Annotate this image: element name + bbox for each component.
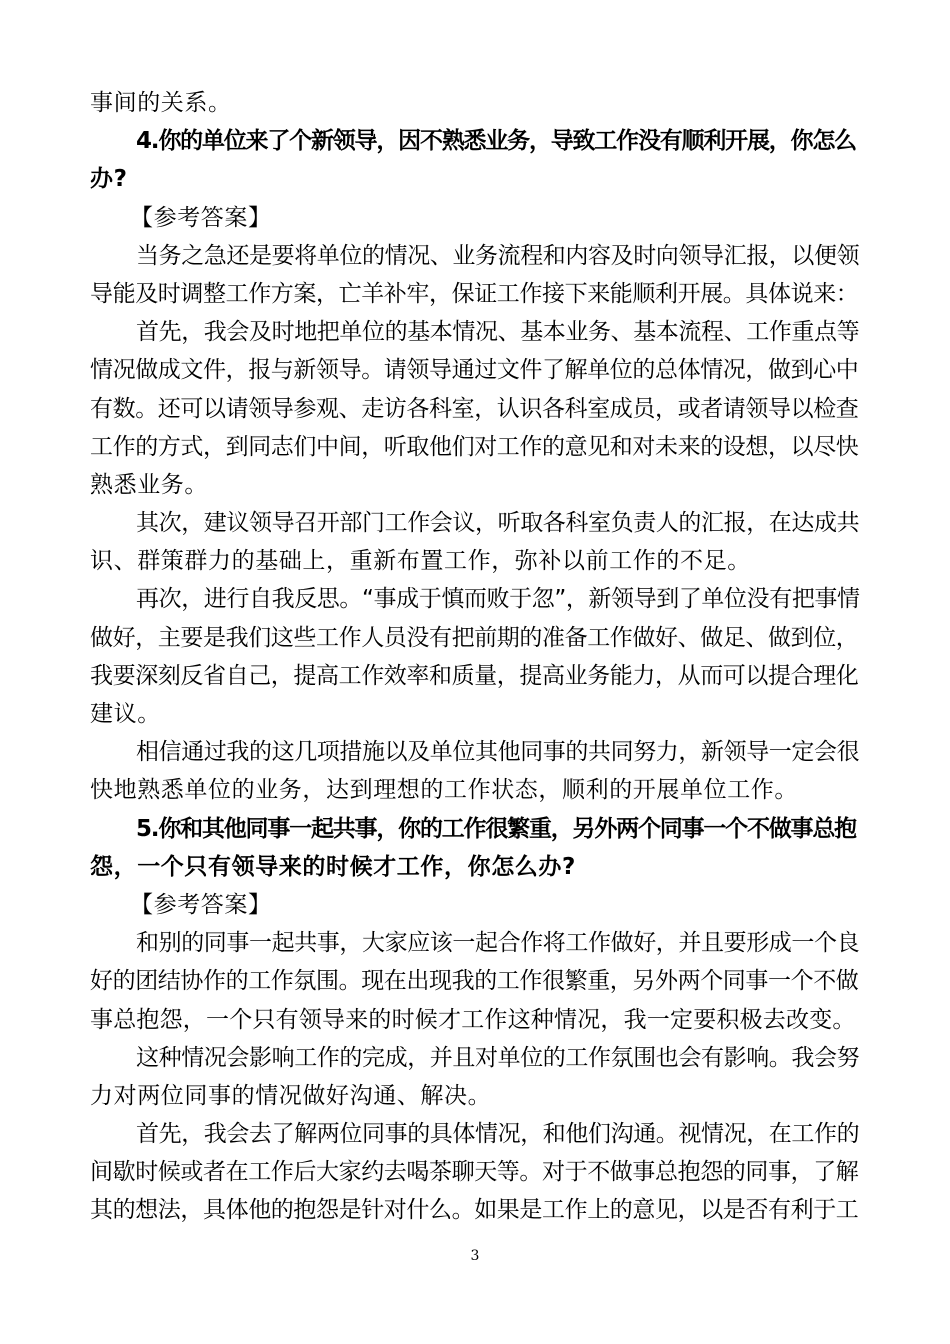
text-line: 和别的同事一起共事，大家应该一起合作将工作做好，并且要形成一个良 (136, 930, 860, 957)
text-line: 事总抱怨，一个只有领导来的时候才工作这种情况，我一定要积极去改变。 (90, 1006, 856, 1033)
text-line: 事间的关系。 (90, 90, 232, 116)
text-line: 其次，建议领导召开部门工作会议，听取各科室负责人的汇报，在达成共 (136, 510, 860, 537)
text-line: 做好，主要是我们这些工作人员没有把前期的准备工作做好、做足、做到位， (90, 624, 859, 651)
document-body (90, 84, 860, 1230)
text-line: 首先，我会及时地把单位的基本情况、基本业务、基本流程、工作重点等 (136, 319, 860, 346)
answer-label: 【参考答案】 (130, 891, 272, 918)
question-heading: 5.你和其他同事一起共事，你的工作很繁重，另外两个同事一个不做事总抱 (136, 815, 856, 842)
text-line: 我要深刻反省自己，提高工作效率和质量，提高业务能力，从而可以提合理化 (90, 662, 859, 689)
text-line: 再次，进行自我反思。“事成于慎而败于忽”，新领导到了单位没有把事情 (136, 586, 860, 613)
question-heading: 办? (90, 166, 128, 193)
text-line: 快地熟悉单位的业务，达到理想的工作状态，顺利的开展单位工作。 (90, 777, 798, 804)
page-number: 3 (470, 1248, 480, 1264)
answer-label: 【参考答案】 (130, 204, 272, 231)
text-line: 工作的方式，到同志们中间，听取他们对工作的意见和对未来的设想，以尽快 (90, 433, 859, 460)
text-line: 识、群策群力的基础上，重新布置工作，弥补以前工作的不足。 (90, 548, 751, 575)
text-line: 导能及时调整工作方案，亡羊补牢，保证工作接下来能顺利开展。具体说来： (90, 280, 859, 307)
text-line: 这种情况会影响工作的完成，并且对单位的工作氛围也会有影响。我会努 (136, 1044, 860, 1071)
text-line: 力对两位同事的情况做好沟通、解决。 (90, 1082, 492, 1109)
text-line: 相信通过我的这几项措施以及单位其他同事的共同努力，新领导一定会很 (136, 739, 860, 766)
question-heading: 4.你的单位来了个新领导，因不熟悉业务，导致工作没有顺利开展，你怎么 (136, 128, 856, 155)
question-heading: 怨，一个只有领导来的时候才工作，你怎么办? (90, 853, 576, 880)
text-line: 间歇时候或者在工作后大家约去喝茶聊天等。对于不做事总抱怨的同事，了解 (90, 1159, 859, 1186)
text-line: 当务之急还是要将单位的情况、业务流程和内容及时向领导汇报，以便领 (136, 242, 860, 269)
text-line: 好的团结协作的工作氛围。现在出现我的工作很繁重，另外两个同事一个不做 (90, 968, 859, 995)
text-line: 其的想法，具体他的抱怨是针对什么。如果是工作上的意见，以是否有利于工 (90, 1197, 859, 1224)
text-line: 有数。还可以请领导参观、走访各科室，认识各科室成员，或者请领导以检查 (90, 395, 859, 422)
text-line: 首先，我会去了解两位同事的具体情况，和他们沟通。视情况，在工作的 (136, 1121, 860, 1148)
text-line: 情况做成文件，报与新领导。请领导通过文件了解单位的总体情况，做到心中 (90, 357, 859, 384)
text-line: 建议。 (90, 701, 161, 727)
text-line: 熟悉业务。 (90, 471, 208, 498)
